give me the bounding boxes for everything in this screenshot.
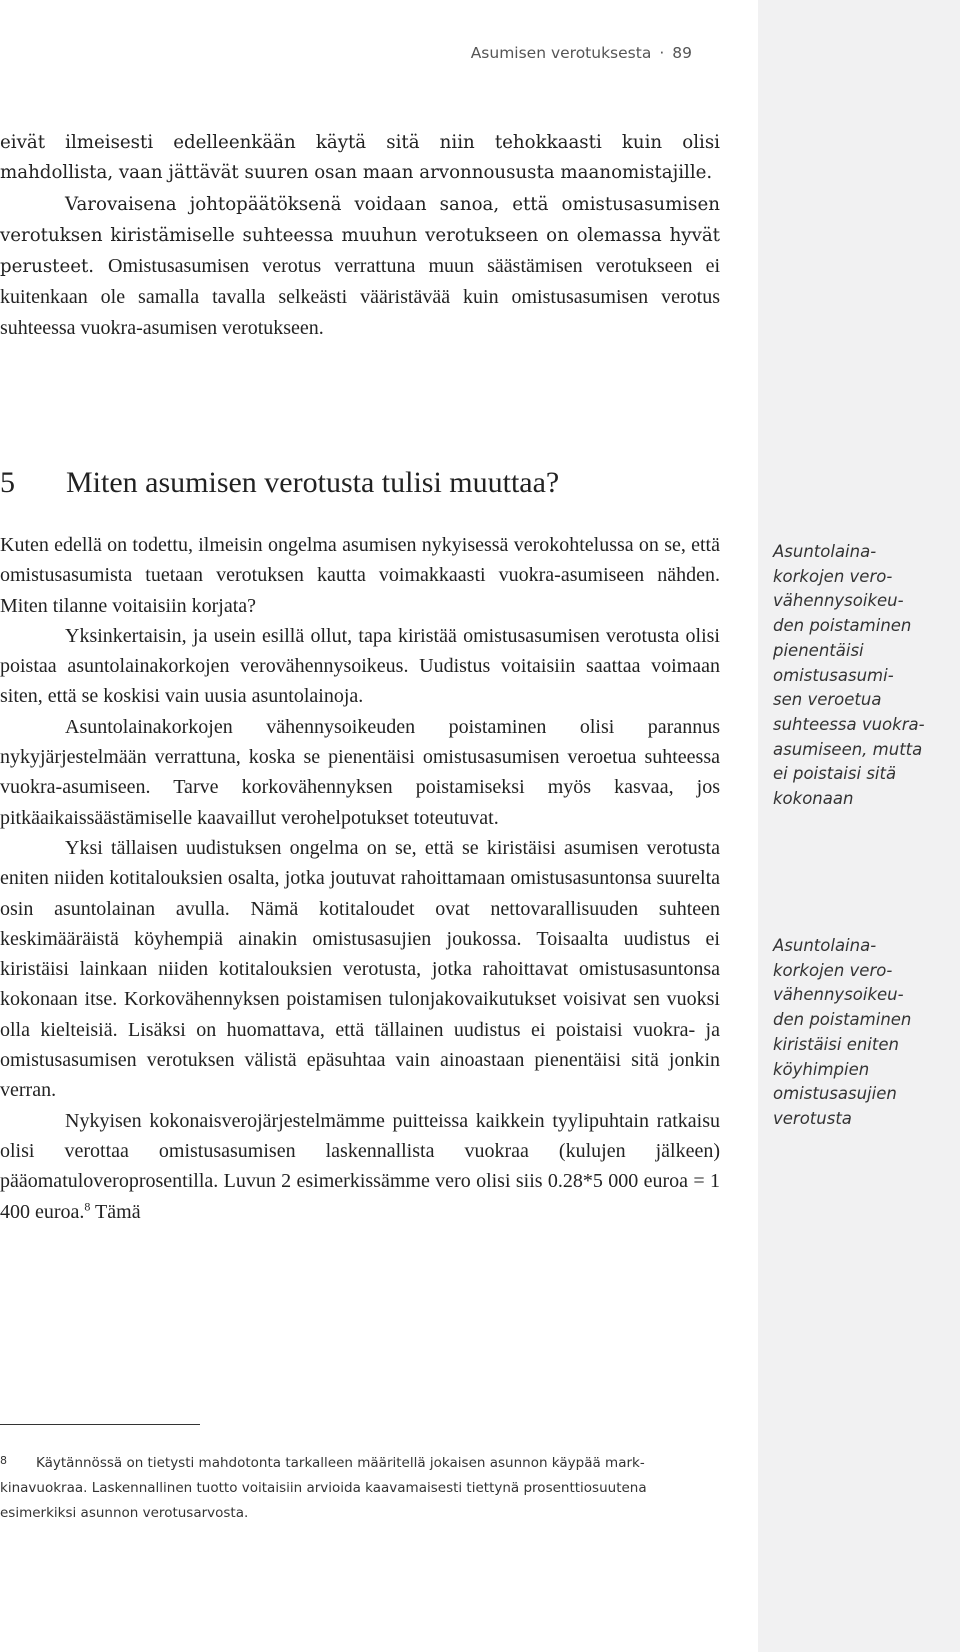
footnote-reference[interactable]: 8 xyxy=(84,1198,91,1213)
paragraph-part: Tämä xyxy=(90,1200,141,1223)
margin-note-line: kiristäisi eniten xyxy=(773,1034,899,1054)
paragraph: Kuten edellä on todettu, ilmeisin ongelma asumisen nykyisessä verokohtelussa on se, että omistusasumista tuetaan verotuksen kautta voimakkaasti vuokra-asumiseen nähden. Miten tilanne voitaisiin korjata? xyxy=(0,534,720,617)
margin-note-line: ei poistaisi sitä xyxy=(773,764,897,784)
margin-column-background xyxy=(758,0,960,1652)
running-title: Asumisen verotuksesta xyxy=(470,44,652,62)
margin-note-line: Asuntolaina- xyxy=(773,542,877,561)
footnote-rule xyxy=(0,1424,200,1425)
footnote-text: Käytännössä on tietysti mahdotonta tarkalleen määritellä jokaisen asunnon käypää markkinavuokraa. Laskennallinen tuotto voitaisiin arvioida kaavamaisesti tiettynä prosenttiosuutena esimerkiksi asunnon verotusarvosta. xyxy=(0,1455,647,1521)
body-text-top xyxy=(0,128,720,343)
margin-note-line: sen veroetua xyxy=(773,690,882,710)
margin-note-line: korkojen vero- xyxy=(773,960,893,980)
paragraph-part: Omistusasumisen verotus verrattuna muun säästämisen verotukseen ei kuitenkaan ole samalla tavalla selkeästi vääristävää kuin omistusasumisen verotus suhteessa vuokra-asumisen verotukseen. xyxy=(0,255,721,339)
header-separator: · xyxy=(659,44,665,62)
margin-note-line: suhteessa vuokra- xyxy=(773,714,925,734)
margin-note-line: pienentäisi xyxy=(773,640,864,660)
body-text-section xyxy=(0,530,720,1227)
margin-note-line: Asuntolaina- xyxy=(773,936,877,955)
paragraph: eivät ilmeisesti edelleenkään käytä sitä niin tehokkaasti kuin olisi mahdollista, vaan jättävät suuren osan maan arvonnoususta maanomistajille. xyxy=(0,132,720,184)
footnote xyxy=(0,1451,700,1526)
paragraph: Asuntolainakorkojen vähennysoikeuden poistaminen olisi parannus nykyjärjestelmään verrattuna, koska se pienentäisi omistusasumisen veroetua suhteessa vuokra-asumiseen. Tarve korkovähennyksen poistamiseksi myös kasvaa, jos pitkäaikaissäästämiselle kaavaillut verohelpotukset toteutuvat. xyxy=(0,715,720,829)
footnote-mark: 8 xyxy=(0,1454,7,1467)
margin-note xyxy=(773,934,948,1132)
paragraph: Yksi tällaisen uudistuksen ongelma on se, että se kiristäisi asumisen verotusta eniten niiden kotitalouksien osalta, jotka joutuvat rahoittamaan omistusasuntonsa suurelta osin asuntolainan avulla. Nämä kotitaloudet ovat nettovarallisuuden suhteen keskimääräistä köyhempiä ainakin omistusasujien joukossa. Toisaalta uudistus ei kiristäisi lainkaan niiden kotitalouksien verotusta, jotka rahoittavat omistusasuntonsa kokonaan itse. Korkovähennyksen poistamisen tulonjakovaikutukset voisivat sen vuoksi olla kielteisiä. Lisäksi on huomattava, että tällainen uudistus ei poistaisi vuokra- ja omistusasumisen verotuksen välistä epäsuhtaa vain ainoastaan pienentäisi sitä jonkin verran. xyxy=(0,836,720,1102)
margin-note-line: den poistaminen xyxy=(773,616,912,636)
section-title: Miten asumisen verotusta tulisi muuttaa? xyxy=(66,466,560,499)
section-number: 5 xyxy=(0,466,15,499)
margin-note-line: omistusasumi- xyxy=(773,665,894,685)
margin-note-line: omistusasujien xyxy=(773,1084,897,1104)
paragraph xyxy=(0,1106,720,1227)
margin-note-line: vähennysoikeu- xyxy=(773,591,904,611)
paragraph: Yksinkertaisin, ja usein esillä ollut, tapa kiristää omistusasumisen verotusta olisi poistaa asuntolainakorkojen verovähennysoikeus. Uudistus voitaisiin saattaa voimaan siten, että se koskisi vain uusia asuntolainoja. xyxy=(0,624,720,708)
page-number: 89 xyxy=(672,44,692,62)
margin-note-line: köyhimpien xyxy=(773,1059,870,1079)
margin-note-line: korkojen vero- xyxy=(773,566,893,586)
paragraph-part: Varovaisena johtopäätöksenä voidaan sanoa, että omistusasumisen verotuksen kiristämiselle suhteessa muuhun verotukseen on olemassa hyvät perusteet. xyxy=(0,193,720,278)
paragraph-part: Nykyisen kokonaisverojärjestelmämme puitteissa kaikkein tyylipuhtain ratkaisu olisi verottaa omistusasumisen laskennallista vuokraa (kulujen jälkeen) pääomatuloveroprosentilla. Luvun 2 esimerkissämme vero olisi siis 0.28*5 000 euroa = 1 400 euroa. xyxy=(0,1109,720,1223)
running-header xyxy=(471,44,692,62)
margin-note-line: kokonaan xyxy=(773,789,854,809)
margin-note-line: verotusta xyxy=(773,1108,852,1128)
paragraph xyxy=(0,189,720,343)
margin-note xyxy=(773,540,948,812)
section-heading xyxy=(0,464,720,502)
margin-note-line: den poistaminen xyxy=(773,1010,912,1030)
margin-note-line: asumiseen, mutta xyxy=(773,739,923,759)
margin-note-line: vähennysoikeu- xyxy=(773,985,904,1005)
